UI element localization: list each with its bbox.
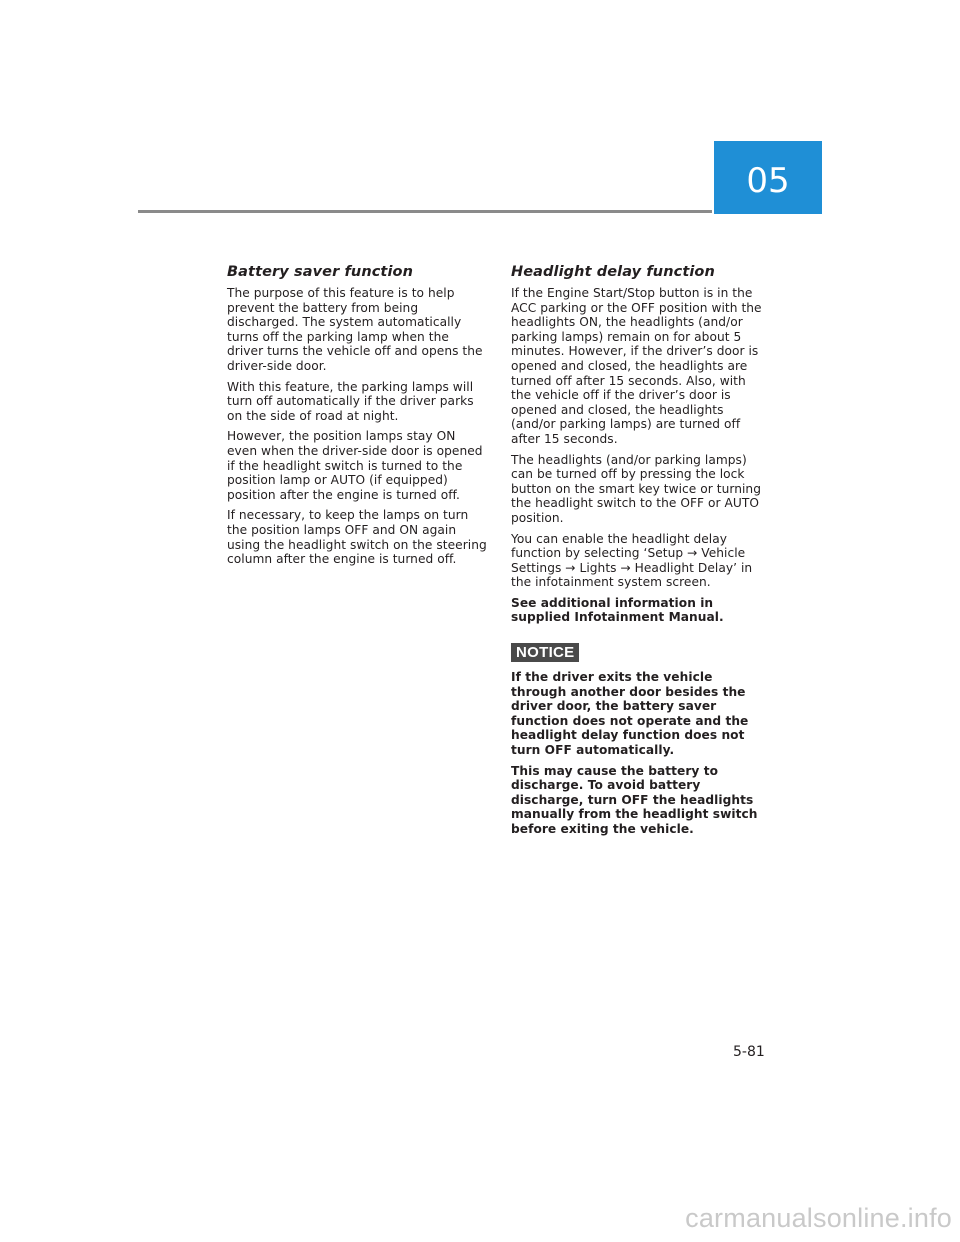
battery-saver-paragraph: With this feature, the parking lamps will turn off automatically if the driver parks on the side of road at night. bbox=[227, 379, 474, 423]
infotainment-note: See additional information in supplied Infotainment Manual. bbox=[511, 595, 724, 625]
watermark: carmanualsonline.info bbox=[685, 1203, 952, 1233]
left-column bbox=[227, 264, 487, 573]
battery-saver-heading: Battery saver function bbox=[227, 264, 414, 280]
battery-saver-paragraph: However, the position lamps stay ON even when the driver-side door is opened if the headlight switch is turned to the position lamp or AUTO (if equipped) position after the engine is turned off. bbox=[227, 429, 483, 502]
right-column bbox=[511, 264, 767, 843]
page-number: 5-81 bbox=[733, 1044, 765, 1060]
headlight-delay-paragraph: The headlights (and/or parking lamps) can be turned off by pressing the lock button on the smart key twice or turning the headlight switch to the OFF or AUTO position. bbox=[511, 452, 761, 525]
headlight-delay-paragraph: If the Engine Start/Stop button is in the ACC parking or the OFF position with the headlights ON, the headlights (and/or parking lamps) remain on for about 5 minutes. However, if the driver’s door is opened and closed, the headlights are turned off after 15 seconds. Also, with the vehicle off if the driver’s door is opened and closed, the headlights (and/or parking lamps) are turned off after 15 seconds. bbox=[511, 286, 762, 446]
chapter-number: 05 bbox=[746, 160, 790, 201]
headlight-delay-paragraph: You can enable the headlight delay function by selecting ‘Setup → Vehicle Settings → Lights → Headlight Delay’ in the infotainment system screen. bbox=[511, 531, 753, 590]
battery-saver-paragraph: If necessary, to keep the lamps on turn the position lamps OFF and ON again using the headlight switch on the steering column after the engine is turned off. bbox=[227, 508, 487, 567]
notice-paragraph: This may cause the battery to discharge. To avoid battery discharge, turn OFF the headlights manually from the headlight switch before exiting the vehicle. bbox=[511, 763, 758, 836]
headlight-delay-heading: Headlight delay function bbox=[511, 264, 715, 280]
notice-paragraph: If the driver exits the vehicle through another door besides the driver door, the battery saver function does not operate and the headlight delay function does not turn OFF automatically. bbox=[511, 670, 749, 758]
notice-badge: NOTICE bbox=[511, 643, 579, 662]
header-rule bbox=[138, 210, 712, 213]
chapter-tab bbox=[714, 141, 822, 214]
battery-saver-paragraph: The purpose of this feature is to help prevent the battery from being discharged. The system automatically turns off the parking lamp when the driver turns the vehicle off and opens the driver-side door. bbox=[227, 286, 483, 373]
